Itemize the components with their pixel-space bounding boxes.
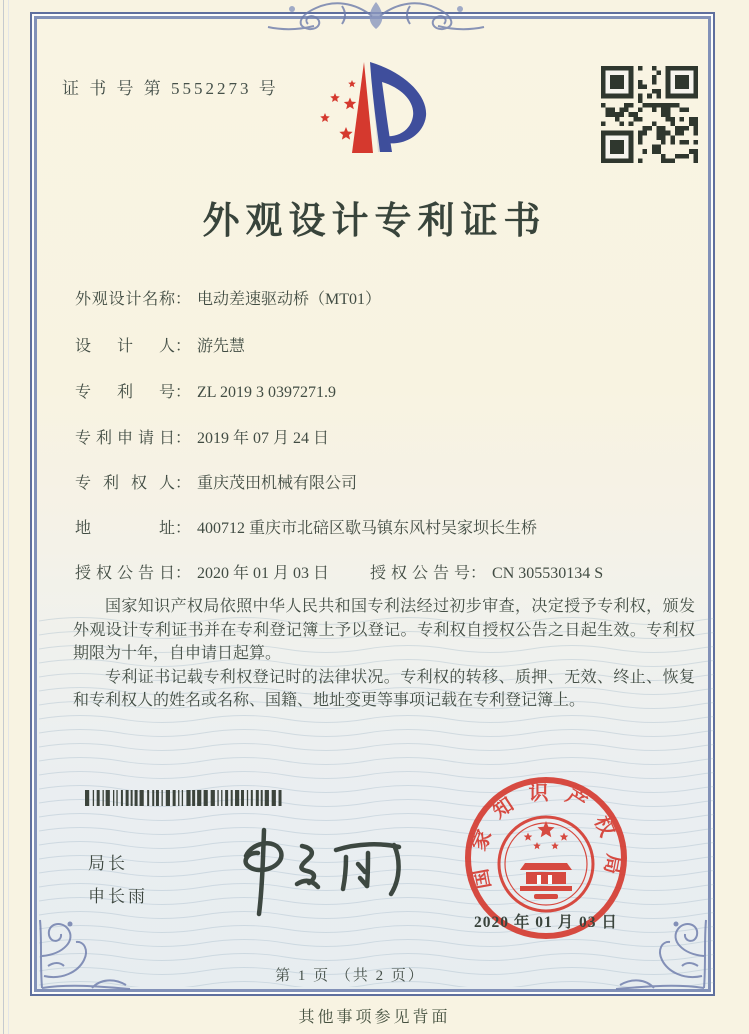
cnipa-logo-icon — [314, 56, 438, 164]
barcode-icon — [85, 790, 285, 806]
field-label: 授权公告号 — [370, 565, 470, 582]
field-value: ZL 2019 3 0397271.9 — [197, 384, 336, 401]
seal-date: 2020 年 01 月 03 日 — [474, 914, 618, 931]
field-design-name: 外观设计名称： 电动差速驱动桥（MT01） — [75, 286, 700, 309]
qr-code-icon — [601, 66, 698, 163]
signer-name: 申长雨 — [88, 887, 148, 906]
legal-text — [73, 595, 695, 713]
field-label: 专利权人 — [75, 475, 175, 492]
logo-red-wedge — [352, 62, 373, 153]
field-label: 授权公告日 — [75, 565, 175, 582]
field-value: CN 305530134 S — [492, 565, 604, 582]
field-value: 电动差速驱动桥（MT01） — [197, 291, 382, 308]
field-grant-number: 授权公告号： CN 305530134 S — [370, 560, 603, 583]
field-label: 专利申请日 — [75, 430, 175, 447]
legal-paragraph: 专利证书记载专利权登记时的法律状况。专利权的转移、质押、无效、终止、恢复和专利权人的姓名或名称、国籍、地址变更等事项记载在专利登记簿上。 — [73, 668, 695, 709]
field-address: 地址： 400712 重庆市北碚区歇马镇东风村吴家坝长生桥 — [75, 515, 700, 538]
paper-edge-artifact — [3, 0, 9, 1034]
certificate-title: 外观设计专利证书 — [202, 201, 547, 242]
field-value: 游先慧 — [197, 338, 246, 355]
field-label: 地址 — [75, 520, 175, 537]
page-number: 第 1 页 （共 2 页） — [275, 968, 425, 984]
handwritten-signature-icon — [198, 820, 413, 925]
signer-title: 局长 — [88, 854, 128, 873]
field-patentee: 专利权人： 重庆茂田机械有限公司 — [75, 470, 700, 493]
logo-stars — [320, 80, 356, 140]
border-crest-ornament-icon — [246, 0, 506, 34]
field-label: 专利号 — [75, 384, 175, 401]
field-patent-number: 专利号： ZL 2019 3 0397271.9 — [75, 379, 700, 402]
field-label: 外观设计名称 — [75, 291, 175, 308]
certificate-number: 证 书 号 第 5552273 号 — [62, 79, 279, 98]
back-note: 其他事项参见背面 — [298, 1009, 451, 1026]
seal-national-emblem — [499, 817, 593, 911]
seal-arc-text: 国家知识产权局 — [467, 782, 625, 891]
field-designer: 设计人： 游先慧 — [75, 333, 700, 356]
field-label: 设计人 — [75, 338, 175, 355]
field-filing-date: 专利申请日： 2019 年 07 月 24 日 — [75, 425, 700, 448]
field-value: 2019 年 07 月 24 日 — [197, 430, 330, 447]
field-value: 重庆茂田机械有限公司 — [197, 475, 358, 492]
field-value: 2020 年 01 月 03 日 — [197, 565, 330, 582]
field-grant-row: 授权公告日： 2020 年 01 月 03 日 授权公告号： CN 305530134 S — [75, 560, 700, 583]
field-value: 400712 重庆市北碚区歇马镇东风村吴家坝长生桥 — [197, 520, 538, 537]
legal-paragraph: 国家知识产权局依照中华人民共和国专利法经过初步审查，决定授予专利权，颁发外观设计专利证书并在专利登记簿上予以登记。专利权自授权公告之日起生效。专利权期限为十年，自申请日起算。 — [73, 598, 695, 662]
